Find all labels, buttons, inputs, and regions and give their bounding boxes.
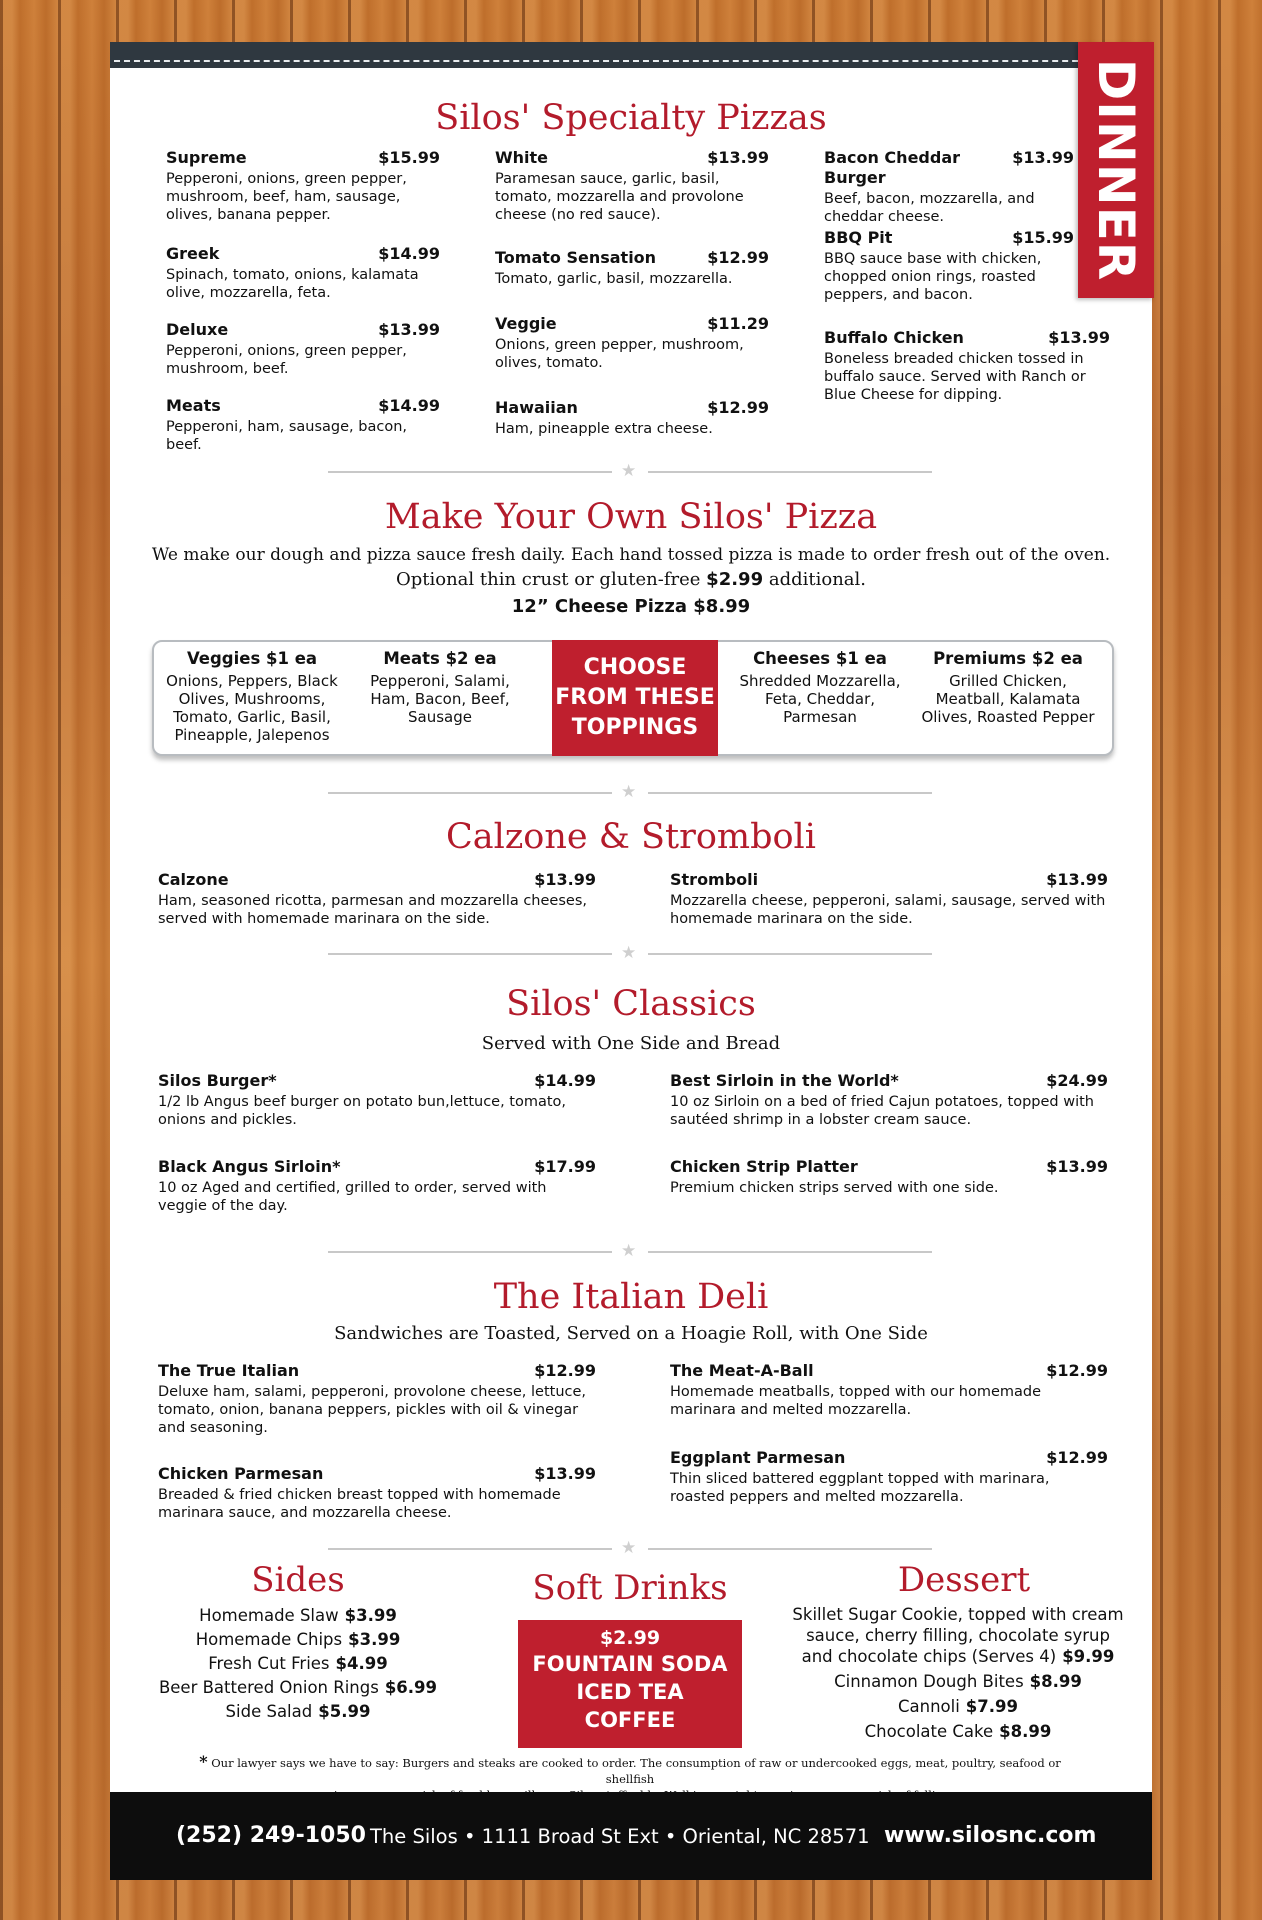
topping-group-heading: Premiums $2 ea <box>933 649 1083 668</box>
item-desc: Mozzarella cheese, pepperoni, salami, sausage, served with homemade marinara on the side. <box>670 893 1106 927</box>
list-item <box>150 1676 446 1700</box>
dinner-ribbon <box>1078 42 1154 298</box>
star-icon: ★ <box>621 943 637 963</box>
item-desc: Breaded & fried chicken breast topped with homemade marinara sauce, and mozzarella cheese. <box>158 1487 561 1521</box>
deli-title: The Italian Deli <box>493 1277 769 1317</box>
item-desc: Tomato, garlic, basil, mozzarella. <box>495 271 733 287</box>
star-icon: ★ <box>621 782 637 802</box>
dessert-title: Dessert <box>897 1560 1031 1600</box>
item-name: Black Angus Sirloin* <box>158 1157 341 1176</box>
topping-group <box>730 648 910 726</box>
specialty-title: Silos' Specialty Pizzas <box>435 98 827 138</box>
drinks-title: Soft Drinks <box>532 1568 728 1608</box>
item-price: $13.99 <box>1012 148 1074 167</box>
myo-line2-text: Optional thin crust or gluten-free <box>395 569 701 590</box>
list-item <box>790 1604 1126 1667</box>
item-desc: Paramesan sauce, garlic, basil, tomato, mozzarella and provolone cheese (no red sauce). <box>495 171 744 223</box>
item-price: $14.99 <box>378 396 440 415</box>
item-name: Chicken Parmesan <box>158 1464 324 1483</box>
item-name: Stromboli <box>670 870 759 889</box>
menu-item <box>166 396 440 454</box>
website-link[interactable]: www.silosnc.com <box>884 1823 1097 1848</box>
item-name: Hawaiian <box>495 398 578 417</box>
menu-item <box>824 148 1074 226</box>
star-icon: ★ <box>621 1538 637 1558</box>
dessert-list <box>790 1604 1126 1742</box>
choose-line: TOPPINGS <box>571 715 699 740</box>
topping-group-list: Pepperoni, Salami, Ham, Bacon, Beef, Sausage <box>370 672 510 726</box>
item-name: Chicken Strip Platter <box>670 1157 858 1176</box>
classics-title: Silos' Classics <box>506 984 756 1024</box>
cheese-pizza-price: 12” Cheese Pizza $8.99 <box>511 596 751 617</box>
item-price: $12.99 <box>1046 1361 1108 1380</box>
list-item <box>150 1604 446 1628</box>
item-name: The Meat-A-Ball <box>670 1361 814 1380</box>
item-price: $17.99 <box>534 1157 596 1176</box>
item-name: Supreme <box>166 148 247 167</box>
item-name: Tomato Sensation <box>495 248 657 267</box>
choose-toppings-badge <box>552 640 718 756</box>
topping-group-list: Shredded Mozzarella, Feta, Cheddar, Parmesan <box>739 672 901 726</box>
classics-subtitle: Served with One Side and Bread <box>481 1033 781 1054</box>
address: The Silos • 1111 Broad St Ext • Oriental, NC 28571 <box>370 1825 870 1848</box>
section-divider <box>328 1538 932 1558</box>
menu-item <box>495 248 769 288</box>
item-name: Meats <box>166 396 221 415</box>
menu-item <box>166 320 440 378</box>
item-name: White <box>495 148 549 167</box>
item-name: Best Sirloin in the World* <box>670 1071 899 1090</box>
menu-page <box>110 42 1152 1880</box>
item-price: $13.99 <box>534 870 596 889</box>
side-price: $5.99 <box>318 1702 371 1721</box>
menu-item <box>158 1361 596 1437</box>
menu-item <box>158 870 596 928</box>
item-desc: Beef, bacon, mozzarella, and cheddar cheese. <box>824 191 1035 225</box>
item-desc: Homemade meatballs, topped with our homemade marinara and melted mozzarella. <box>670 1384 1042 1418</box>
sides-list <box>150 1604 446 1724</box>
side-price: $6.99 <box>384 1678 438 1697</box>
drink-item: FOUNTAIN SODA <box>532 1652 728 1676</box>
myo-line2 <box>110 568 1152 592</box>
item-price: $15.99 <box>378 148 440 167</box>
item-price: $13.99 <box>378 320 440 339</box>
item-name: Veggie <box>495 314 557 333</box>
menu-item <box>670 1361 1108 1419</box>
menu-item <box>158 1157 596 1215</box>
menu-item <box>670 870 1108 928</box>
choose-line: FROM THESE <box>555 685 715 710</box>
item-price: $11.29 <box>707 314 769 333</box>
section-divider <box>328 782 932 802</box>
menu-item <box>495 398 769 438</box>
item-desc: Ham, seasoned ricotta, parmesan and mozzarella cheeses, served with homemade marinara on the side. <box>158 893 587 927</box>
item-name: Silos Burger* <box>158 1071 277 1090</box>
myo-line1: We make our dough and pizza sauce fresh daily. Each hand tossed pizza is made to order fresh out of the oven. <box>151 545 1111 565</box>
item-desc: 10 oz Sirloin on a bed of fried Cajun potatoes, topped with sautéed shrimp in a lobster cream sauce. <box>670 1094 1094 1128</box>
item-price: $12.99 <box>1046 1448 1108 1467</box>
item-price: $24.99 <box>1046 1071 1108 1090</box>
item-price: $13.99 <box>1048 328 1110 347</box>
dessert-name: Cinnamon Dough Bites <box>834 1672 1024 1691</box>
deli-subtitle: Sandwiches are Toasted, Served on a Hoagie Roll, with One Side <box>334 1323 928 1344</box>
dessert-name: Skillet Sugar Cookie, topped with cream sauce, cherry filling, chocolate syrup and chocolate chips (Serves 4) <box>792 1605 1124 1666</box>
item-price: $12.99 <box>707 398 769 417</box>
item-price: $14.99 <box>534 1071 596 1090</box>
dessert-price: $7.99 <box>965 1697 1018 1716</box>
topping-group <box>918 648 1098 726</box>
topping-group-heading: Cheeses $1 ea <box>753 649 887 668</box>
menu-item <box>158 1464 596 1522</box>
star-icon: ★ <box>621 461 637 481</box>
dessert-price: $8.99 <box>1029 1672 1082 1691</box>
item-desc: Thin sliced battered eggplant topped with marinara, roasted peppers and melted mozzarella. <box>670 1471 1050 1505</box>
drink-item: COFFEE <box>584 1708 676 1732</box>
item-price: $14.99 <box>378 244 440 263</box>
item-desc: Boneless breaded chicken tossed in buffalo sauce. Served with Ranch or Blue Cheese for dipping. <box>824 351 1086 403</box>
item-name: Bacon Cheddar Burger <box>824 148 961 187</box>
item-desc: Pepperoni, onions, green pepper, mushroom, beef, ham, sausage, olives, banana pepper. <box>166 171 407 223</box>
item-price: $15.99 <box>1012 228 1074 247</box>
list-item <box>790 1671 1126 1692</box>
dessert-name: Cannoli <box>897 1697 960 1716</box>
item-name: Eggplant Parmesan <box>670 1448 846 1467</box>
section-divider <box>328 1241 932 1261</box>
side-price: $4.99 <box>335 1654 388 1673</box>
footer-bar <box>110 1792 1152 1880</box>
item-price: $13.99 <box>707 148 769 167</box>
myo-line2-price: $2.99 <box>706 569 764 590</box>
item-desc: 1/2 lb Angus beef burger on potato bun,lettuce, tomato, onions and pickles. <box>158 1094 567 1128</box>
disclaimer-line1: Our lawyer says we have to say: Burgers and steaks are cooked to order. The consumption of raw or undercooked eggs, meat, poultry, seafood or shellfish <box>211 1756 1061 1786</box>
list-item <box>150 1652 446 1676</box>
menu-item <box>158 1071 596 1129</box>
dessert-price: $8.99 <box>999 1722 1052 1741</box>
side-name: Homemade Slaw <box>199 1606 339 1625</box>
item-price: $12.99 <box>707 248 769 267</box>
ribbon-label: DINNER <box>1087 58 1145 282</box>
side-price: $3.99 <box>344 1606 397 1625</box>
side-price: $3.99 <box>348 1630 401 1649</box>
item-desc: Premium chicken strips served with one side. <box>670 1180 999 1196</box>
star-icon: ★ <box>621 1241 637 1261</box>
item-name: The True Italian <box>158 1361 300 1380</box>
item-price: $13.99 <box>534 1464 596 1483</box>
item-desc: Pepperoni, ham, sausage, bacon, beef. <box>166 419 407 453</box>
menu-item <box>166 148 440 224</box>
phone-number[interactable]: (252) 249-1050 <box>176 1823 366 1848</box>
item-price: $12.99 <box>534 1361 596 1380</box>
item-price: $13.99 <box>1046 1157 1108 1176</box>
item-desc: Deluxe ham, salami, pepperoni, provolone cheese, lettuce, tomato, onion, banana peppers, pickles with oil & vinegar and seasoning. <box>158 1384 587 1436</box>
topping-group-list: Grilled Chicken, Meatball, Kalamata Olives, Roasted Pepper <box>921 672 1095 726</box>
list-item <box>150 1628 446 1652</box>
section-divider <box>328 461 932 481</box>
drink-item: ICED TEA <box>576 1680 684 1704</box>
list-item <box>790 1721 1126 1742</box>
side-name: Homemade Chips <box>195 1630 343 1649</box>
item-name: Greek <box>166 244 220 263</box>
drinks-box <box>518 1620 742 1748</box>
menu-item <box>824 328 1110 404</box>
toppings-box <box>152 640 1114 756</box>
sides-title: Sides <box>251 1560 345 1600</box>
menu-item <box>166 244 440 302</box>
side-name: Beer Battered Onion Rings <box>158 1678 379 1697</box>
topping-group <box>350 648 530 726</box>
topping-group-heading: Meats $2 ea <box>383 649 497 668</box>
item-desc: Spinach, tomato, onions, kalamata olive, mozzarella, feta. <box>166 267 419 301</box>
list-item <box>150 1700 446 1724</box>
item-desc: Ham, pineapple extra cheese. <box>495 421 713 437</box>
disclaimer-star: * <box>199 1752 208 1771</box>
topping-group-heading: Veggies $1 ea <box>186 649 318 668</box>
menu-item <box>670 1448 1108 1506</box>
item-name: Buffalo Chicken <box>824 328 964 347</box>
menu-item <box>824 228 1074 304</box>
topping-group <box>162 648 342 744</box>
dessert-name: Chocolate Cake <box>864 1722 994 1741</box>
item-desc: Onions, green pepper, mushroom, olives, tomato. <box>495 337 744 371</box>
menu-item <box>495 148 769 224</box>
calzone-title: Calzone & Stromboli <box>446 817 816 857</box>
dessert-price: $9.99 <box>1062 1647 1115 1666</box>
choose-line: CHOOSE <box>583 655 687 680</box>
top-strip <box>110 42 1152 68</box>
item-name: BBQ Pit <box>824 228 893 247</box>
list-item <box>790 1696 1126 1717</box>
item-desc: 10 oz Aged and certified, grilled to order, served with veggie of the day. <box>158 1180 547 1214</box>
item-name: Deluxe <box>166 320 229 339</box>
myo-title: Make Your Own Silos' Pizza <box>384 497 878 537</box>
myo-line2-suffix: additional. <box>768 569 867 590</box>
section-divider <box>328 943 932 963</box>
drinks-price: $2.99 <box>599 1627 661 1649</box>
menu-item <box>495 314 769 372</box>
item-price: $13.99 <box>1046 870 1108 889</box>
topping-group-list: Onions, Peppers, Black Olives, Mushrooms, Tomato, Garlic, Basil, Pineapple, Jalepenos <box>166 672 338 744</box>
item-desc: Pepperoni, onions, green pepper, mushroom, beef. <box>166 343 407 377</box>
side-name: Fresh Cut Fries <box>208 1654 330 1673</box>
menu-item <box>670 1071 1108 1129</box>
menu-item <box>670 1157 1108 1197</box>
side-name: Side Salad <box>225 1702 313 1721</box>
item-desc: BBQ sauce base with chicken, chopped onion rings, roasted peppers, and bacon. <box>824 251 1042 303</box>
item-name: Calzone <box>158 870 229 889</box>
